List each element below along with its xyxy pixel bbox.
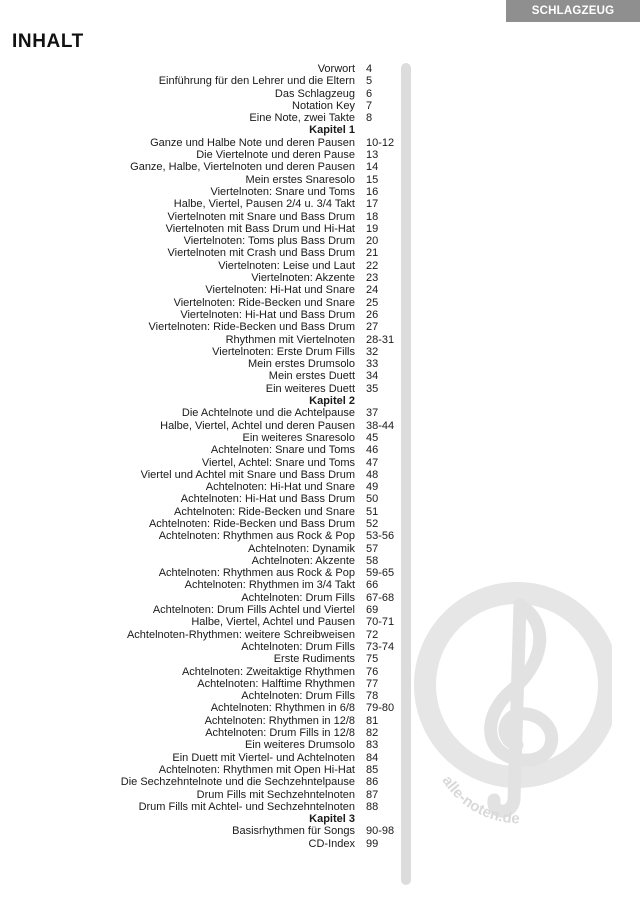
- toc-entry-title: Viertelnoten mit Crash und Bass Drum: [167, 247, 355, 260]
- toc-entry-page: 57: [366, 542, 379, 555]
- toc-entry: [100, 100, 410, 112]
- toc-entry: [100, 579, 410, 591]
- toc-entry-title: Achtelnoten: Snare und Toms: [210, 444, 355, 457]
- toc-entry: [100, 592, 410, 604]
- toc-entry-title: Achtelnoten: Rhythmen in 12/8: [204, 714, 355, 727]
- toc-entry-title: Achtelnoten: Rhythmen mit Open Hi-Hat: [158, 763, 355, 776]
- toc-entry-title: Notation Key: [292, 99, 355, 112]
- toc-entry: [100, 555, 410, 567]
- toc-entry-page: 79-80: [366, 702, 395, 715]
- toc-entry: [100, 543, 410, 555]
- toc-entry: [100, 838, 410, 850]
- toc-entry-page: 26: [366, 308, 379, 321]
- toc-entry-page: 82: [366, 727, 379, 740]
- toc-entry: [100, 370, 410, 382]
- toc-entry-page: 34: [366, 370, 379, 383]
- toc-entry-title: Viertelnoten mit Snare und Bass Drum: [167, 210, 355, 223]
- toc-entry-page: 46: [366, 444, 379, 457]
- toc-entry: [100, 493, 410, 505]
- toc-entry: [100, 506, 410, 518]
- toc-entry-title: Achtelnoten: Rhythmen aus Rock & Pop: [158, 530, 355, 543]
- toc-entry-title: Mein erstes Duett: [268, 370, 355, 383]
- toc-entry-page: 19: [366, 222, 379, 235]
- toc-entry-title: Mein erstes Drumsolo: [248, 358, 355, 371]
- toc-entry-title: Achtelnoten: Hi-Hat und Bass Drum: [180, 493, 355, 506]
- toc-entry-page: 14: [366, 161, 379, 174]
- toc-entry-title: Eine Note, zwei Takte: [249, 112, 355, 125]
- toc-entry-page: 88: [366, 800, 379, 813]
- toc-entry-title: Ganze und Halbe Note und deren Pausen: [150, 136, 355, 149]
- toc-entry-title: Kapitel 2: [309, 395, 355, 408]
- toc-entry-page: 52: [366, 517, 379, 530]
- toc-entry: [100, 739, 410, 751]
- toc-entry: [100, 149, 410, 161]
- toc-entry: [100, 284, 410, 296]
- toc-entry: [100, 715, 410, 727]
- toc-entry-title: Die Achtelnote und die Achtelpause: [181, 407, 355, 420]
- toc-entry-title: Achtelnoten: Hi-Hat und Snare: [205, 481, 355, 494]
- toc-entry-page: 73-74: [366, 640, 395, 653]
- toc-entry-title: Erste Rudiments: [273, 653, 355, 666]
- toc-entry-title: CD-Index: [308, 837, 355, 850]
- toc-entry-title: Achtelnoten: Drum Fills in 12/8: [205, 727, 355, 740]
- table-of-contents: [100, 63, 410, 850]
- toc-entry: [100, 334, 410, 346]
- toc-entry: [100, 420, 410, 432]
- toc-entry-title: Kapitel 3: [309, 813, 355, 826]
- toc-entry: [100, 297, 410, 309]
- toc-entry: [100, 801, 410, 813]
- toc-entry-title: Ein Duett mit Viertel- und Achtelnoten: [172, 751, 355, 764]
- toc-entry-page: 25: [366, 296, 379, 309]
- toc-entry: [100, 825, 410, 837]
- toc-entry: [100, 88, 410, 100]
- toc-entry-page: 5: [366, 75, 373, 88]
- toc-entry-title: Viertelnoten: Erste Drum Fills: [212, 345, 355, 358]
- toc-entry: [100, 321, 410, 333]
- toc-entry-page: 23: [366, 272, 379, 285]
- toc-entry-title: Einführung für den Lehrer und die Eltern: [158, 75, 355, 88]
- toc-entry-title: Achtelnoten-Rhythmen: weitere Schreibweisen: [126, 628, 355, 641]
- toc-chapter-heading: [100, 813, 410, 825]
- toc-entry-title: Ein weiteres Drumsolo: [244, 739, 355, 752]
- toc-entry-title: Halbe, Viertel, Pausen 2/4 u. 3/4 Takt: [173, 198, 355, 211]
- toc-entry: [100, 260, 410, 272]
- toc-entry: [100, 161, 410, 173]
- toc-entry-title: Viertelnoten mit Bass Drum und Hi-Hat: [165, 222, 355, 235]
- toc-entry: [100, 616, 410, 628]
- toc-entry-page: 49: [366, 481, 379, 494]
- toc-entry-title: Viertelnoten: Ride-Becken und Snare: [173, 296, 355, 309]
- toc-entry-title: Achtelnoten: Ride-Becken und Snare: [173, 505, 355, 518]
- toc-entry: [100, 63, 410, 75]
- toc-entry-page: 70-71: [366, 616, 395, 629]
- toc-entry-title: Achtelnoten: Drum Fills Achtel und Viertel: [152, 604, 355, 617]
- toc-entry-page: 38-44: [366, 419, 395, 432]
- toc-entry-page: 13: [366, 149, 379, 162]
- toc-entry-title: Achtelnoten: Drum Fills: [241, 591, 355, 604]
- toc-entry-page: [355, 813, 366, 825]
- toc-entry-page: 83: [366, 739, 379, 752]
- toc-entry: [100, 666, 410, 678]
- toc-entry-title: Viertel, Achtel: Snare und Toms: [201, 456, 355, 469]
- toc-entry: [100, 530, 410, 542]
- toc-entry-title: Mein erstes Snaresolo: [245, 173, 355, 186]
- toc-entry-title: Achtelnoten: Drum Fills: [241, 640, 355, 653]
- toc-entry-page: 45: [366, 431, 379, 444]
- header-label: SCHLAGZEUG SPIELEN: [531, 5, 615, 39]
- toc-entry: [100, 198, 410, 210]
- toc-entry-title: Viertelnoten: Hi-Hat und Snare: [205, 284, 355, 297]
- toc-entry: [100, 653, 410, 665]
- toc-entry: [100, 518, 410, 530]
- toc-entry-page: 67-68: [366, 591, 395, 604]
- toc-entry-title: Viertelnoten: Akzente: [251, 272, 355, 285]
- toc-entry-title: Drum Fills mit Achtel- und Sechzehntelnoten: [138, 800, 355, 813]
- toc-entry-page: 58: [366, 554, 379, 567]
- toc-entry-page: [355, 395, 366, 407]
- toc-entry: [100, 407, 410, 419]
- toc-entry: [100, 112, 410, 124]
- toc-entry: [100, 174, 410, 186]
- toc-entry: [100, 309, 410, 321]
- toc-entry-page: 85: [366, 763, 379, 776]
- toc-entry-title: Rhythmen mit Viertelnoten: [225, 333, 355, 346]
- toc-entry: [100, 186, 410, 198]
- toc-entry: [100, 764, 410, 776]
- treble-clef-watermark-icon: [402, 565, 612, 825]
- toc-entry-page: 15: [366, 173, 379, 186]
- toc-entry-page: 27: [366, 321, 379, 334]
- toc-entry-page: 35: [366, 382, 379, 395]
- toc-entry-title: Die Sechzehntelnote und die Sechzehntelpause: [120, 776, 355, 789]
- toc-entry-title: Ein weiteres Snaresolo: [242, 431, 355, 444]
- toc-entry-page: 4: [366, 63, 373, 75]
- toc-entry-page: 84: [366, 751, 379, 764]
- toc-entry-title: Ganze, Halbe, Viertelnoten und deren Pausen: [130, 161, 355, 174]
- toc-entry: [100, 235, 410, 247]
- toc-entry-page: 33: [366, 358, 379, 371]
- toc-entry-page: 75: [366, 653, 379, 666]
- toc-entry: [100, 641, 410, 653]
- toc-entry-page: 99: [366, 837, 379, 850]
- toc-entry-page: 90-98: [366, 825, 395, 838]
- toc-entry-page: 24: [366, 284, 379, 297]
- toc-entry-title: Achtelnoten: Rhythmen im 3/4 Takt: [184, 579, 355, 592]
- toc-entry-title: Drum Fills mit Sechzehntelnoten: [196, 788, 355, 801]
- toc-entry-page: 69: [366, 604, 379, 617]
- toc-entry-title: Achtelnoten: Zweitaktige Rhythmen: [181, 665, 355, 678]
- toc-entry-page: 6: [366, 87, 373, 100]
- toc-entry-page: 78: [366, 690, 379, 703]
- toc-entry: [100, 604, 410, 616]
- toc-entry-page: 17: [366, 198, 379, 211]
- toc-entry-title: Achtelnoten: Halftime Rhythmen: [197, 677, 355, 690]
- toc-entry-page: 66: [366, 579, 379, 592]
- toc-entry-title: Achtelnoten: Dynamik: [248, 542, 355, 555]
- toc-entry: [100, 469, 410, 481]
- toc-entry: [100, 247, 410, 259]
- toc-entry: [100, 702, 410, 714]
- toc-entry-title: Vorwort: [317, 63, 355, 75]
- header-tab: [506, 0, 640, 39]
- toc-entry-title: Achtelnoten: Rhythmen in 6/8: [210, 702, 355, 715]
- toc-entry-page: 16: [366, 185, 379, 198]
- toc-entry-page: 51: [366, 505, 379, 518]
- toc-entry-page: 37: [366, 407, 379, 420]
- toc-entry-page: 18: [366, 210, 379, 223]
- toc-entry-page: 53-56: [366, 530, 395, 543]
- toc-entry-title: Viertelnoten: Toms plus Bass Drum: [183, 235, 355, 248]
- toc-entry-page: 21: [366, 247, 379, 260]
- toc-entry: [100, 629, 410, 641]
- toc-entry-page: 76: [366, 665, 379, 678]
- toc-entry-title: Achtelnoten: Ride-Becken und Bass Drum: [148, 517, 355, 530]
- toc-entry-page: 7: [366, 99, 373, 112]
- toc-entry: [100, 444, 410, 456]
- toc-entry: [100, 481, 410, 493]
- toc-entry-title: Ein weiteres Duett: [265, 382, 355, 395]
- toc-chapter-heading: [100, 124, 410, 136]
- page-title: INHALT: [12, 31, 84, 52]
- watermark-text: alle-noten.de: [438, 772, 521, 825]
- toc-entry: [100, 358, 410, 370]
- toc-entry: [100, 383, 410, 395]
- toc-entry: [100, 211, 410, 223]
- toc-entry-title: Viertelnoten: Snare und Toms: [210, 185, 355, 198]
- toc-entry: [100, 75, 410, 87]
- toc-entry: [100, 457, 410, 469]
- toc-entry-page: 81: [366, 714, 379, 727]
- toc-entry-page: 47: [366, 456, 379, 469]
- toc-entry-title: Viertel und Achtel mit Snare und Bass Drum: [140, 468, 355, 481]
- toc-entry-page: 32: [366, 345, 379, 358]
- toc-entry: [100, 223, 410, 235]
- toc-entry-title: Kapitel 1: [309, 124, 355, 137]
- toc-entry: [100, 789, 410, 801]
- toc-entry-title: Achtelnoten: Rhythmen aus Rock & Pop: [158, 567, 355, 580]
- toc-entry-page: 22: [366, 259, 379, 272]
- toc-entry-title: Halbe, Viertel, Achtel und deren Pausen: [160, 419, 355, 432]
- toc-entry: [100, 690, 410, 702]
- toc-chapter-heading: [100, 395, 410, 407]
- toc-entry-page: 10-12: [366, 136, 395, 149]
- toc-entry: [100, 346, 410, 358]
- toc-entry-title: Viertelnoten: Ride-Becken und Bass Drum: [148, 321, 355, 334]
- toc-entry: [100, 727, 410, 739]
- toc-entry-page: 20: [366, 235, 379, 248]
- toc-entry-title: Halbe, Viertel, Achtel und Pausen: [191, 616, 355, 629]
- toc-entry-page: 59-65: [366, 567, 395, 580]
- toc-entry-page: 72: [366, 628, 379, 641]
- toc-entry-page: 28-31: [366, 333, 395, 346]
- toc-entry-page: 87: [366, 788, 379, 801]
- toc-entry-title: Viertelnoten: Hi-Hat und Bass Drum: [180, 308, 355, 321]
- toc-entry-page: 77: [366, 677, 379, 690]
- toc-entry: [100, 272, 410, 284]
- toc-entry: [100, 137, 410, 149]
- toc-entry-page: [355, 124, 366, 136]
- toc-entry: [100, 567, 410, 579]
- toc-entry: [100, 678, 410, 690]
- toc-entry-title: Achtelnoten: Drum Fills: [241, 690, 355, 703]
- toc-entry-title: Achtelnoten: Akzente: [251, 554, 355, 567]
- toc-entry-title: Basisrhythmen für Songs: [232, 825, 355, 838]
- toc-entry-title: Das Schlagzeug: [274, 87, 355, 100]
- toc-entry: [100, 432, 410, 444]
- toc-entry-page: 86: [366, 776, 379, 789]
- toc-entry-page: 8: [366, 112, 373, 125]
- toc-entry-title: Die Viertelnote und deren Pause: [196, 149, 355, 162]
- toc-entry-page: 50: [366, 493, 379, 506]
- toc-entry: [100, 776, 410, 788]
- toc-entry-title: Viertelnoten: Leise und Laut: [218, 259, 355, 272]
- toc-entry-page: 48: [366, 468, 379, 481]
- toc-entry: [100, 752, 410, 764]
